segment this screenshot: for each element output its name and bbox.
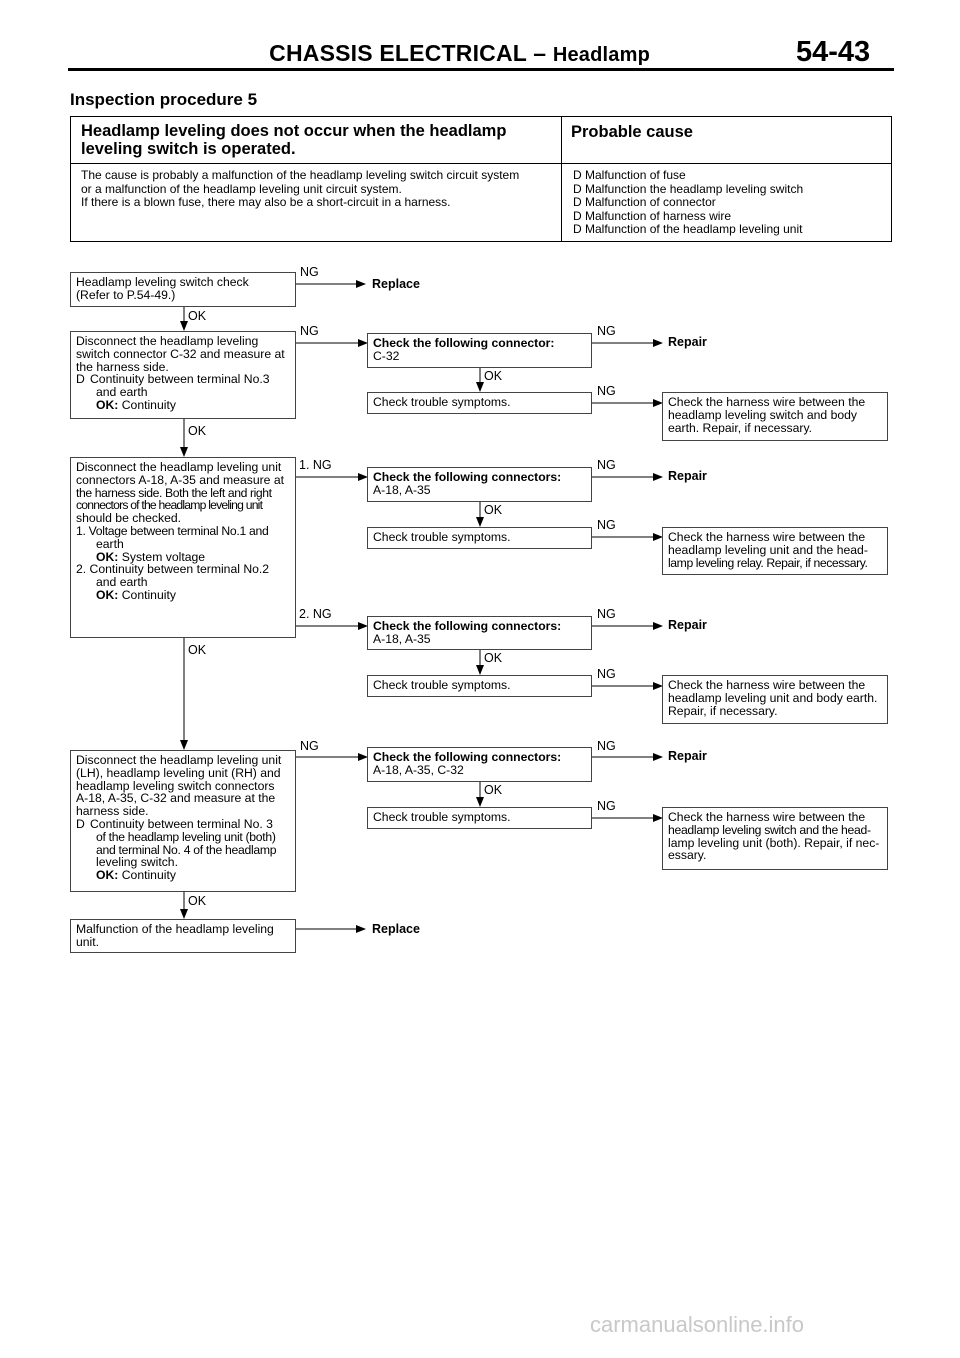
step-text: Continuity between terminal No.3 [90,372,270,387]
check-code: A-18, A-35 [373,631,431,646]
result-text: earth. Repair, if necessary. [668,420,813,435]
ng-label: NG [597,667,616,681]
step-unit-connectors [70,457,296,638]
step-text: the harness side. [76,359,169,374]
step-text: switch connector C-32 and measure at [76,346,285,361]
step-text: earth [96,536,124,551]
step-text: and earth [96,575,148,590]
step-text: (Refer to P.54-49.) [76,287,176,302]
ng-label: 2. NG [299,607,332,621]
step-text: and earth [96,385,148,400]
ok-label: OK [484,651,503,665]
check-connectors-a18-a35 [367,467,592,502]
ok-label: OK [484,783,503,797]
step-unit-malfunction [70,919,296,953]
check-code: C-32 [373,348,400,363]
check-title: Check the following connector: [373,336,555,350]
result-text: lamp leveling relay. Repair, if necessary. [668,555,868,570]
bullet-icon: D [76,816,85,831]
harness-check-result [662,527,888,575]
page-number: 54-43 [796,36,871,68]
step-text: 1. Voltage between terminal No.1 and [76,523,269,538]
harness-check-result [662,675,888,724]
step-text: the harness side. Both the left and right [76,485,272,500]
ng-label: NG [300,265,319,279]
step-bullet [76,818,290,831]
result-text: Check the harness wire between the [668,810,866,824]
step-text: Continuity between terminal No. 3 [90,816,273,831]
step-ok-criterion [76,589,290,602]
check-code: A-18, A-35 [373,482,431,497]
step-text: unit. [76,934,100,949]
ok-label: OK [188,894,207,908]
result-repair: Repair [668,749,707,763]
trouble-symptoms-check: Check trouble symptoms. [367,527,592,549]
bullet-icon: D [573,168,582,182]
ng-label: 1. NG [299,458,332,472]
result-replace: Replace [372,922,420,936]
cause-heading: Probable cause [571,123,693,141]
ok-label: OK [188,309,207,323]
check-title: Check the following connectors: [373,750,562,764]
ng-label: NG [597,739,616,753]
step-switch-connector [70,331,296,419]
harness-check-result [662,807,888,870]
ok-criterion-value: System voltage [121,549,206,564]
harness-check-result [662,392,888,441]
bullet-icon: D [573,195,582,209]
ng-label: NG [300,324,319,338]
trouble-symptoms-check: Check trouble symptoms. [367,675,592,697]
result-text: headlamp leveling unit and the head- [668,542,868,557]
result-repair: Repair [668,618,707,632]
step-text: (LH), headlamp leveling unit (RH) and [76,765,281,780]
bullet-icon: D [573,181,582,196]
step-text: Disconnect the headlamp leveling [76,334,259,348]
ng-label: NG [597,384,616,398]
check-code: A-18, A-35, C-32 [373,762,464,777]
trouble-symptoms-check: Check trouble symptoms. [367,807,592,829]
step-switch-check [70,272,296,307]
step-text: connectors A-18, A-35 and measure at [76,472,284,487]
ok-criterion-label: OK: [96,587,119,602]
ng-label: NG [597,458,616,472]
ng-label: NG [597,799,616,813]
cause-text: Malfunction of connector [585,195,716,209]
result-text: lamp leveling unit (both). Repair, if nec- [668,835,880,850]
ng-label: NG [597,607,616,621]
result-text: headlamp leveling unit and body earth. [668,690,878,705]
ok-criterion-label: OK: [96,549,119,564]
result-repair: Repair [668,335,707,349]
check-connectors-a18-a35-c32 [367,747,592,782]
bullet-icon: D [573,222,582,236]
ok-criterion-value: Continuity [121,587,176,602]
trouble-symptoms-check: Check trouble symptoms. [367,392,592,414]
bullet-icon: D [573,208,582,223]
result-repair: Repair [668,469,707,483]
check-title: Check the following connectors: [373,619,562,633]
step-unit-switch-continuity [70,750,296,892]
ok-criterion-label: OK: [96,868,119,883]
step-text: Disconnect the headlamp leveling unit [76,460,282,474]
description-line: or a malfunction of the headlamp leveling unit circuit system. [81,181,402,196]
description-line: The cause is probably a malfunction of the headlamp leveling switch circuit system [81,168,520,182]
cause-text: Malfunction of harness wire [585,208,732,223]
result-text: Check the harness wire between the [668,678,866,692]
check-connectors-a18-a35 [367,616,592,650]
step-text: should be checked. [76,511,182,526]
result-text: headlamp leveling switch and body [668,407,858,422]
ok-label: OK [188,424,207,438]
step-text: of the headlamp leveling unit (both) [96,829,276,844]
check-title: Check the following connectors: [373,470,562,484]
ok-label: OK [484,503,503,517]
ng-label: NG [597,518,616,532]
step-text: A-18, A-35, C-32 and measure at the [76,791,276,806]
step-text: 2. Continuity between terminal No.2 [76,562,270,577]
check-connector-c32 [367,333,592,368]
symptom-heading: Headlamp leveling does not occur when the headlamp leveling switch is operated. [81,122,507,158]
ok-criterion-value: Continuity [121,868,176,883]
result-text: Check the harness wire between the [668,395,866,409]
header-subsection: Headlamp [552,44,650,66]
ok-label: OK [484,369,503,383]
watermark: carmanualsonline.info [590,1312,805,1337]
ng-label: NG [597,324,616,338]
step-text: Disconnect the headlamp leveling unit [76,753,282,767]
step-text: Malfunction of the headlamp leveling [76,922,274,936]
result-replace: Replace [372,277,420,291]
cause-text: Malfunction the headlamp leveling switch [585,181,804,196]
step-text: harness side. [76,804,149,819]
bullet-icon: D [76,372,85,387]
step-ok-criterion [76,869,290,882]
result-text: headlamp leveling switch and the head- [668,822,871,837]
step-ok-criterion [76,399,290,412]
result-text: Repair, if necessary. [668,703,778,718]
step-text: leveling switch. [96,855,178,870]
header-section: CHASSIS ELECTRICAL – [269,40,547,66]
step-text: and terminal No. 4 of the headlamp [96,842,277,857]
ok-criterion-label: OK: [96,397,119,412]
procedure-title: Inspection procedure 5 [70,90,258,109]
ng-label: NG [300,739,319,753]
ok-criterion-value: Continuity [121,397,176,412]
cause-text: Malfunction of the headlamp leveling unit [585,222,803,236]
step-text: headlamp leveling switch connectors [76,778,275,793]
step-text: connectors of the headlamp leveling unit [76,498,263,513]
step-text: Headlamp leveling switch check [76,275,249,289]
cause-text: Malfunction of fuse [585,168,686,182]
result-text: essary. [668,848,707,863]
result-text: Check the harness wire between the [668,530,866,544]
ok-label: OK [188,643,207,657]
description-line: If there is a blown fuse, there may also be a short-circuit in a harness. [81,195,451,209]
